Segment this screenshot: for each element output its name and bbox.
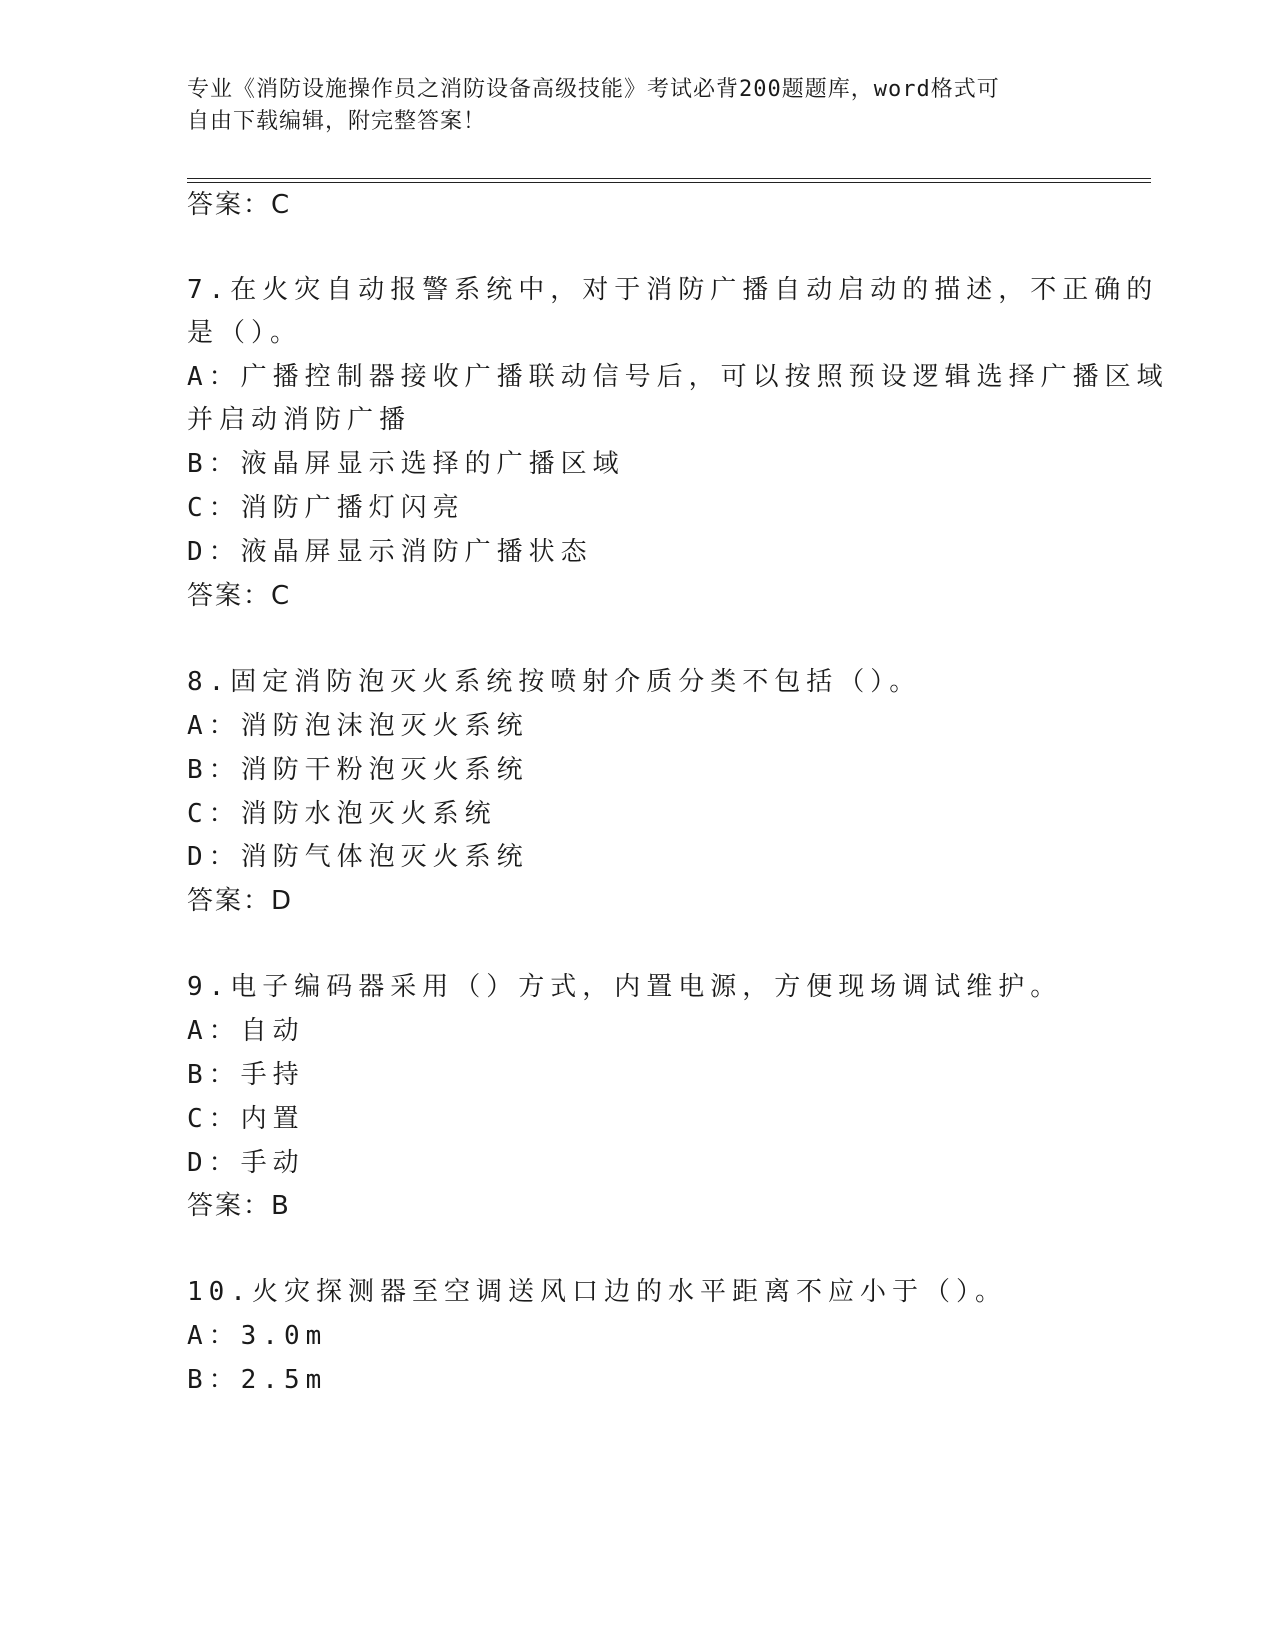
option-d: D：消防气体泡灭火系统 bbox=[187, 842, 529, 872]
header-divider-top bbox=[187, 178, 1151, 179]
option-a-continued: 并启动消防广播 bbox=[187, 405, 412, 435]
option-b: B：2.5m bbox=[187, 1365, 328, 1395]
answer-text: 答案：C bbox=[187, 581, 292, 611]
option-a: A：自动 bbox=[187, 1016, 305, 1046]
answer-text: 答案：C bbox=[187, 190, 292, 220]
question-stem: 9.电子编码器采用（）方式，内置电源，方便现场调试维护。 bbox=[187, 972, 1063, 1002]
header-divider-bottom bbox=[187, 182, 1151, 183]
option-a: A：广播控制器接收广播联动信号后，可以按照预设逻辑选择广播区域 bbox=[187, 362, 1169, 392]
question-stem: 8.固定消防泡灭火系统按喷射介质分类不包括（）。 bbox=[187, 667, 922, 697]
answer-text: 答案：D bbox=[187, 886, 294, 916]
option-c: C：消防广播灯闪亮 bbox=[187, 493, 465, 523]
question-stem: 7.在火灾自动报警系统中，对于消防广播自动启动的描述，不正确的 bbox=[187, 275, 1159, 305]
document-header bbox=[187, 74, 1087, 138]
option-d: D：手动 bbox=[187, 1148, 305, 1178]
option-c: C：消防水泡灭火系统 bbox=[187, 799, 497, 829]
question-stem-continued: 是（）。 bbox=[187, 318, 303, 348]
option-b: B：手持 bbox=[187, 1060, 305, 1090]
option-a: A：消防泡沫泡灭火系统 bbox=[187, 711, 529, 741]
option-c: C：内置 bbox=[187, 1104, 305, 1134]
option-d: D：液晶屏显示消防广播状态 bbox=[187, 537, 593, 567]
answer-text: 答案：B bbox=[187, 1191, 291, 1221]
header-line-2: 自由下载编辑，附完整答案！ bbox=[187, 109, 487, 134]
option-a: A：3.0m bbox=[187, 1321, 328, 1351]
option-b: B：液晶屏显示选择的广播区域 bbox=[187, 449, 625, 479]
question-stem: 10.火灾探测器至空调送风口边的水平距离不应小于（）。 bbox=[187, 1277, 1007, 1307]
option-b: B：消防干粉泡灭火系统 bbox=[187, 755, 529, 785]
header-line-1: 专业《消防设施操作员之消防设备高级技能》考试必背200题题库，word格式可 bbox=[187, 77, 1000, 102]
